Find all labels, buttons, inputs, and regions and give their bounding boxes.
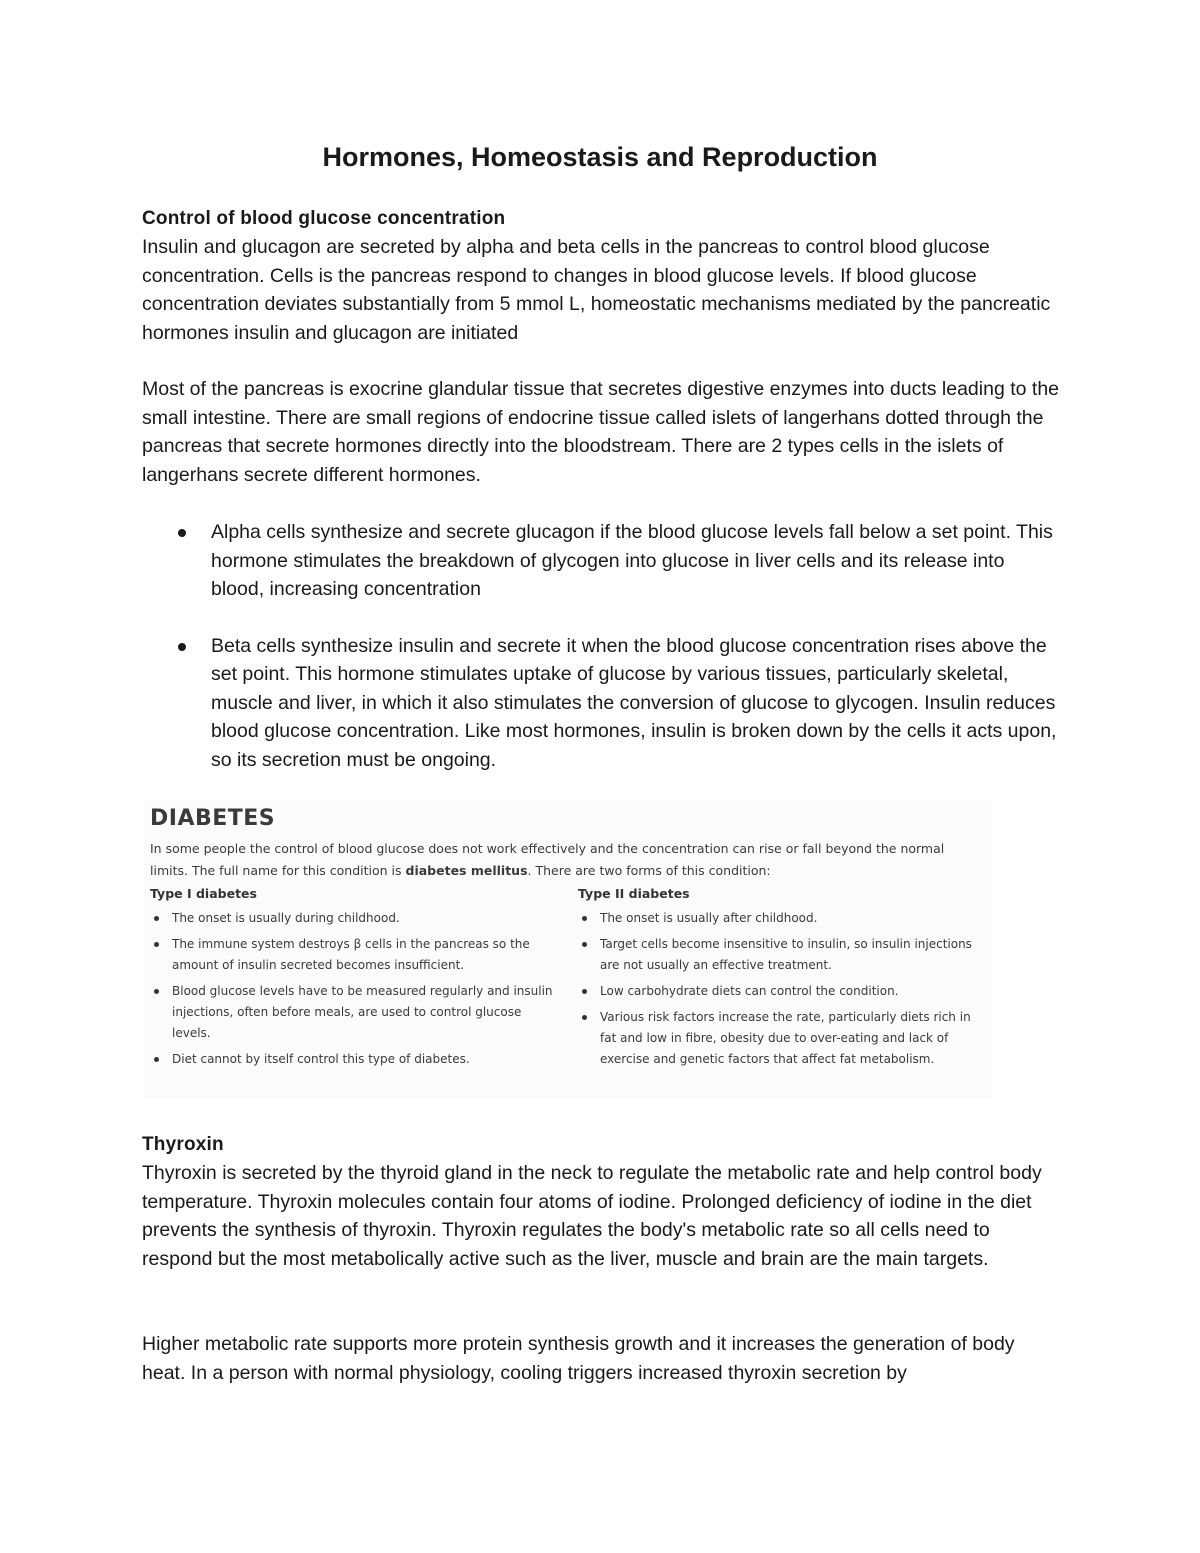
type-1-column [150, 884, 560, 1075]
type-1-list [150, 908, 560, 1070]
bullet-icon [154, 942, 159, 947]
list-item [578, 981, 988, 1002]
bullet-icon [178, 529, 186, 537]
thyroxin-paragraph-1: Thyroxin is secreted by the thyroid gland in the neck to regulate the metabolic rate and help control body temperature. Thyroxin molecules contain four atoms of iodine. Prolonged deficiency of iodine in the diet prevents the synthesis of thyroxin. Thyroxin regulates the body's metabolic rate so all cells need to respond but the most metabolically active such as the liver, muscle and brain are the main targets. [142, 1162, 1042, 1270]
intro-text-after: . There are two forms of this condition: [527, 863, 771, 878]
bullet-icon [582, 1015, 587, 1020]
type-1-title: Type I diabetes [150, 886, 257, 901]
diabetes-figure-intro [150, 838, 986, 882]
beta-cells-text: Beta cells synthesize insulin and secrete it when the blood glucose concentration rises above the set point. This hormone stimulates uptake of glucose by various tissues, particularly skeletal, muscle and liver, in which it also stimulates the conversion of glucose to glycogen. Insulin reduces blood glucose concentration. Like most hormones, insulin is broken down by the cells it acts upon, so its secretion must be ongoing. [211, 634, 1057, 771]
glucose-paragraph-2: Most of the pancreas is exocrine glandular tissue that secretes digestive enzymes into ducts leading to the small intestine. There are small regions of endocrine tissue called islets of langerhans dotted through the pancreas that secrete hormones directly into the bloodstream. There are 2 types cells in the islets of langerhans secrete different hormones. [142, 378, 1060, 486]
type-2-title: Type II diabetes [578, 886, 690, 901]
pancreas-section [142, 375, 1062, 489]
list-item [578, 908, 988, 929]
bullet-icon [154, 989, 159, 994]
diabetes-figure [144, 800, 992, 1098]
metabolic-rate-section [142, 1330, 1062, 1387]
glucose-paragraph-1: Insulin and glucagon are secreted by alpha and beta cells in the pancreas to control blood glucose concentration. Cells is the pancreas respond to changes in blood glucose levels. If blood glucose concentration deviates substantially from 5 mmol L, homeostatic mechanisms mediated by the pancreatic hormones insulin and glucagon are initiated [142, 236, 1051, 344]
type-2-item: Target cells become insensitive to insulin, so insulin injections are not usually an effective treatment. [600, 937, 972, 972]
type-2-item: Low carbohydrate diets can control the condition. [600, 984, 899, 998]
bullet-icon [582, 989, 587, 994]
alpha-cells-text: Alpha cells synthesize and secrete glucagon if the blood glucose levels fall below a set point. This hormone stimulates the breakdown of glycogen into glucose in liver cells and its release into blood, increasing concentration [211, 521, 1053, 600]
list-item [578, 934, 988, 976]
type-1-item: The immune system destroys β cells in the pancreas so the amount of insulin secreted becomes insufficient. [172, 937, 530, 972]
thyroxin-paragraph-2: Higher metabolic rate supports more protein synthesis growth and it increases the generation of body heat. In a person with normal physiology, cooling triggers increased thyroxin secretion by [142, 1333, 1015, 1384]
bullet-icon [582, 916, 587, 921]
list-item [150, 934, 560, 976]
document-title: Hormones, Homeostasis and Reproduction [322, 142, 878, 172]
bullet-icon [582, 942, 587, 947]
type-1-item: Blood glucose levels have to be measured regularly and insulin injections, often before meals, are used to control glucose levels. [172, 984, 553, 1040]
intro-text-bold: diabetes mellitus [405, 863, 528, 878]
bullet-icon [154, 1057, 159, 1062]
type-2-list [578, 908, 988, 1070]
glucose-heading: Control of blood glucose concentration [142, 208, 506, 229]
bullet-icon [178, 643, 186, 651]
list-item [142, 632, 1062, 775]
islet-cell-list [142, 518, 1062, 802]
list-item [150, 1049, 560, 1070]
type-2-item: The onset is usually after childhood. [600, 911, 818, 925]
diabetes-figure-title: DIABETES [150, 806, 276, 831]
list-item [142, 518, 1062, 604]
glucose-section [142, 204, 1062, 347]
thyroxin-heading: Thyroxin [142, 1134, 224, 1155]
type-2-column [578, 884, 988, 1075]
type-1-item: Diet cannot by itself control this type of diabetes. [172, 1052, 470, 1066]
list-item [150, 908, 560, 929]
type-1-item: The onset is usually during childhood. [172, 911, 400, 925]
type-2-item: Various risk factors increase the rate, particularly diets rich in fat and low in fibre, obesity due to over-eating and lack of exercise and genetic factors that affect fat metabolism. [600, 1010, 971, 1066]
list-item [578, 1007, 988, 1070]
thyroxin-section [142, 1130, 1062, 1273]
bullet-icon [154, 916, 159, 921]
intro-text-before: In some people the control of blood glucose does not work effectively and the concentration can rise or fall beyond the normal limits. The full name for this condition is [150, 841, 945, 878]
list-item [150, 981, 560, 1044]
